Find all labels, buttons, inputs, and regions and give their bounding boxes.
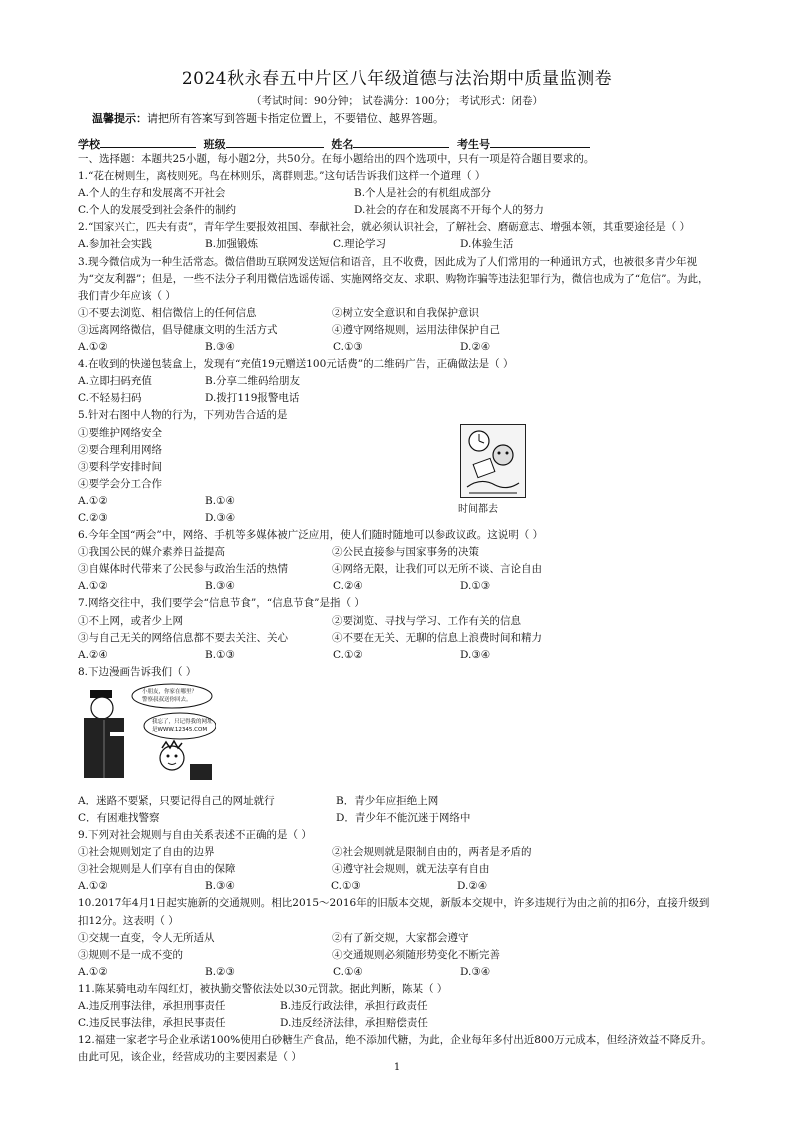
time-cartoon-caption: 时间都去: [458, 504, 498, 515]
q5-option-d: D.③④: [205, 511, 236, 524]
q10-statements-row2: [78, 947, 718, 964]
q2-stem: 2.“国家兴亡，匹夫有责”，青年学生要报效祖国、奉献社会，就必须认识社会，了解社会、磨砺意志、增强本领，其重要途径是（ ）: [78, 221, 691, 234]
q5-options-row2: [78, 510, 718, 527]
q2-option-a: A.参加社会实践: [78, 238, 152, 251]
q11-options-row1: [78, 998, 718, 1015]
q6-statements-row1: [78, 544, 718, 561]
q8-option-a: A．迷路不要紧，只要记得自己的网址就行: [78, 794, 275, 807]
q5-stem: 5.针对右图中人物的行为，下列劝告合适的是: [78, 409, 288, 422]
q10-statement-3: ③规则不是一成不变的: [78, 948, 183, 961]
q11-option-b: B.违反行政法律，承担行政责任: [280, 1000, 428, 1013]
q1-option-c: C.个人的发展受到社会条件的制约: [78, 204, 236, 217]
q11-option-a: A.违反刑事法律，承担刑事责任: [78, 1000, 226, 1013]
warm-tip-text: 请把所有答案写到答题卡指定位置上，不要错位、越界答题。: [147, 112, 444, 125]
q5-option-c: C.②③: [78, 511, 108, 524]
q11-option-d: D.违反经济法律，承担赔偿责任: [280, 1017, 428, 1030]
q9-statement-3: ③社会规则是人们享有自由的保障: [78, 863, 236, 876]
q4-option-d: D.拨打119报警电话: [205, 392, 300, 405]
q6-option-c: C.②④: [333, 580, 363, 593]
q8-options-row1: [78, 793, 718, 810]
q3-statements-row2: [78, 322, 718, 339]
q10-option-c: C.①④: [333, 965, 363, 978]
q3-stem: 3.现今微信成为一种生活常态。微信借助互联网发送短信和语音，且不收费，因此成为了人们常用的一种通讯方式，也被很多青少年视为“交友利器”；但是，一些不法分子利用微信选谣传谣、实施网络交友、求职、购物诈骗等违法犯罪行为，微信也成为了“危信”。为此，我们青少年应该（ ）: [78, 255, 709, 302]
q9-option-c: C.①③: [331, 880, 361, 893]
q10-option-a: A.①②: [78, 965, 108, 978]
section1-header: 一、选择题：本题共25小题，每小题2分，共50分。在每小题给出的四个选项中，只有一项是符合题目要求的。: [78, 153, 595, 165]
q1-stem: 1.“花在树则生，离枝则死。鸟在林则乐，离群则悲。”这句话告诉我们这样一个道理（ ）: [78, 170, 486, 183]
q8-option-b: B．青少年应拒绝上网: [336, 794, 439, 807]
child-body: [190, 764, 212, 780]
q7-statement-2: ②要浏览、寻找与学习、工作有关的信息: [332, 614, 521, 627]
q9-option-b: B.③④: [205, 880, 235, 893]
bubble2-text-line1: 我忘了，只记得我的网址: [152, 719, 213, 725]
q11-options-row2: [78, 1015, 718, 1032]
q10-option-d: D.③④: [460, 965, 491, 978]
field-id-label: 考生号: [457, 138, 491, 151]
q9-statements-row1: [78, 844, 718, 861]
q2-option-c: C.理论学习: [333, 238, 386, 251]
q7-option-c: C.①②: [333, 648, 363, 661]
q3-option-c: C.①③: [333, 341, 363, 354]
police-child-comic-image: [80, 682, 216, 780]
q6-statement-4: ④网络无限，让我们可以无所不谈、言论自由: [332, 563, 542, 576]
field-class-label: 班级: [203, 138, 226, 151]
q10-stem: 10.2017年4月1日起实施新的交通规则。相比2015～2016年的旧版本交规，新版本交规中，许多违规行为由之前的扣6分，直接升级到扣12分。这表明（ ）: [78, 897, 710, 927]
q7-statement-3: ③与自己无关的网络信息都不要去关注、关心: [78, 631, 288, 644]
q3-statement-4: ④遵守网络规则，运用法律保护自己: [332, 323, 500, 336]
q8-option-d: D．青少年不能沉迷于网络中: [336, 812, 471, 824]
q5-options-row1: [78, 493, 718, 510]
q1-option-b: B.个人是社会的有机组成部分: [354, 187, 492, 200]
face-icon: [493, 445, 513, 465]
q10-statement-2: ②有了新交规，大家都会遵守: [332, 931, 469, 944]
page-title: 2024秋永春五中片区八年级道德与法治期中质量监测卷: [181, 69, 613, 89]
q3-statement-1: ①不要去浏览、相信微信上的任何信息: [78, 306, 257, 319]
q6-option-d: D.①③: [460, 580, 491, 593]
q9-options: [78, 878, 718, 895]
q7-statement-1: ①不上网，或者少上网: [78, 614, 183, 627]
q9-statements-row2: [78, 861, 718, 878]
q3-options: [78, 339, 718, 356]
field-class-blank: [226, 135, 324, 148]
q6-statements-row2: [78, 561, 718, 578]
q2-option-d: D.体验生活: [460, 238, 514, 251]
q4-options-row1: [78, 373, 718, 390]
q2-options: [78, 236, 718, 253]
bubble1-text-line2: 警察叔叔送你回去。: [142, 697, 192, 703]
q6-statement-3: ③自媒体时代带来了公民参与政治生活的热情: [78, 563, 288, 576]
q5-statement-1: ①要维护网络安全: [78, 426, 162, 439]
q3-option-a: A.①②: [78, 341, 108, 354]
q3-statements-row1: [78, 305, 718, 322]
q7-statement-4: ④不要在无关、无聊的信息上浪费时间和精力: [332, 631, 542, 644]
exam-info: （考试时间：90分钟； 试卷满分：100分； 考试形式：闭卷）: [250, 95, 544, 107]
q1-options-row2: [78, 202, 718, 219]
q11-stem: 11.陈某骑电动车闯红灯，被执勤交警依法处以30元罚款。据此判断，陈某（ ）: [78, 982, 448, 995]
q8-stem: 8.下边漫画告诉我们（ ）: [78, 665, 197, 678]
q9-statement-4: ④遵守社会规则，就无法享有自由: [332, 863, 490, 876]
q6-statement-1: ①我国公民的媒介素养日益提高: [78, 546, 225, 559]
child-head: [160, 746, 184, 770]
q3-option-d: D.②④: [460, 341, 491, 354]
field-id-blank: [490, 135, 590, 148]
q10-option-b: B.②③: [205, 965, 235, 978]
q7-statements-row2: [78, 630, 718, 647]
q9-statement-2: ②社会规则就是限制自由的，两者是矛盾的: [332, 846, 532, 859]
q10-statement-4: ④交通规则必须随形势变化不断完善: [332, 948, 500, 961]
q9-statement-1: ①社会规则划定了自由的边界: [78, 846, 215, 859]
q9-stem: 9.下列对社会规则与自由关系表述不正确的是（ ）: [78, 829, 312, 842]
q7-option-d: D.③④: [460, 648, 491, 661]
q4-options-row2: [78, 390, 718, 407]
q6-stem: 6.今年全国“两会”中，网络、手机等多媒体被广泛应用，使人们随时随地可以参政议政。这说明（ ）: [78, 529, 544, 542]
q10-statement-1: ①交规一直变，令人无所适从: [78, 931, 215, 944]
q9-option-d: D.②④: [457, 880, 488, 893]
q5-option-b: B.①④: [205, 494, 235, 507]
page-number: 1: [393, 1062, 401, 1073]
q10-options: [78, 964, 718, 981]
q5-statement-3: ③要科学安排时间: [78, 460, 162, 473]
q7-options: [78, 647, 718, 664]
field-school-blank: [100, 135, 196, 148]
q6-options: [78, 578, 718, 595]
q7-stem: 7.网络交往中，我们要学会“信息节食”，“信息节食”是指（ ）: [78, 597, 365, 610]
q7-option-b: B.①③: [205, 648, 235, 661]
q4-option-c: C.不轻易扫码: [78, 392, 142, 405]
q6-statement-2: ②公民直接参与国家事务的决策: [332, 546, 479, 559]
q12-stem: 12.福建一家老字号企业承诺100%使用白砂糖生产食品，绝不添加代糖，为此，企业每年多付出近800万元成本，但经济效益不降反升。由此可见，该企业，经营成功的主要因素是（ ）: [78, 1034, 712, 1064]
q8-options-row2: [78, 810, 718, 827]
q1-options-row1: [78, 185, 718, 202]
warm-tip: [92, 110, 444, 126]
q7-statements-row1: [78, 613, 718, 630]
bubble2-text-line2: 是WWW.12345.COM: [152, 727, 208, 733]
q5-option-a: A.①②: [78, 494, 108, 507]
q8-option-c: C．有困难找警察: [78, 812, 160, 824]
q3-option-b: B.③④: [205, 341, 235, 354]
q5-statement-4: ④要学会分工合作: [78, 477, 162, 490]
q1-option-a: A.个人的生存和发展离不开社会: [78, 187, 226, 200]
time-cartoon-image: [460, 424, 526, 498]
q2-option-b: B.加强锻炼: [205, 238, 259, 251]
warm-tip-label: 温馨提示：: [92, 112, 147, 125]
field-school-label: 学校: [78, 138, 100, 151]
q10-statements-row1: [78, 930, 718, 947]
q5-statement-2: ②要合理利用网络: [78, 443, 162, 456]
q4-option-b: B.分享二维码给朋友: [205, 375, 301, 388]
q3-statement-3: ③远离网络微信，倡导健康文明的生活方式: [78, 323, 278, 336]
q4-stem: 4.在收到的快递包装盒上，发现有“充值19元赠送100元话费”的二维码广告，正确做法是（ ）: [78, 358, 514, 371]
question-body: [78, 151, 718, 1066]
q3-statement-2: ②树立安全意识和自我保护意识: [332, 306, 479, 319]
q6-option-a: A.①②: [78, 580, 108, 593]
q1-option-d: D.社会的存在和发展离不开每个人的努力: [354, 204, 544, 217]
q7-option-a: A.②④: [78, 648, 108, 661]
field-name-blank: [353, 135, 449, 148]
bubble1-text-line1: 小朋友，你家在哪里？: [142, 689, 198, 695]
q6-option-b: B.③④: [205, 580, 235, 593]
student-info-line: [78, 135, 590, 152]
q9-option-a: A.①②: [78, 880, 108, 893]
q4-option-a: A.立即扫码充值: [78, 375, 152, 388]
q11-option-c: C.违反民事法律，承担民事责任: [78, 1017, 226, 1030]
field-name-label: 姓名: [331, 138, 354, 151]
